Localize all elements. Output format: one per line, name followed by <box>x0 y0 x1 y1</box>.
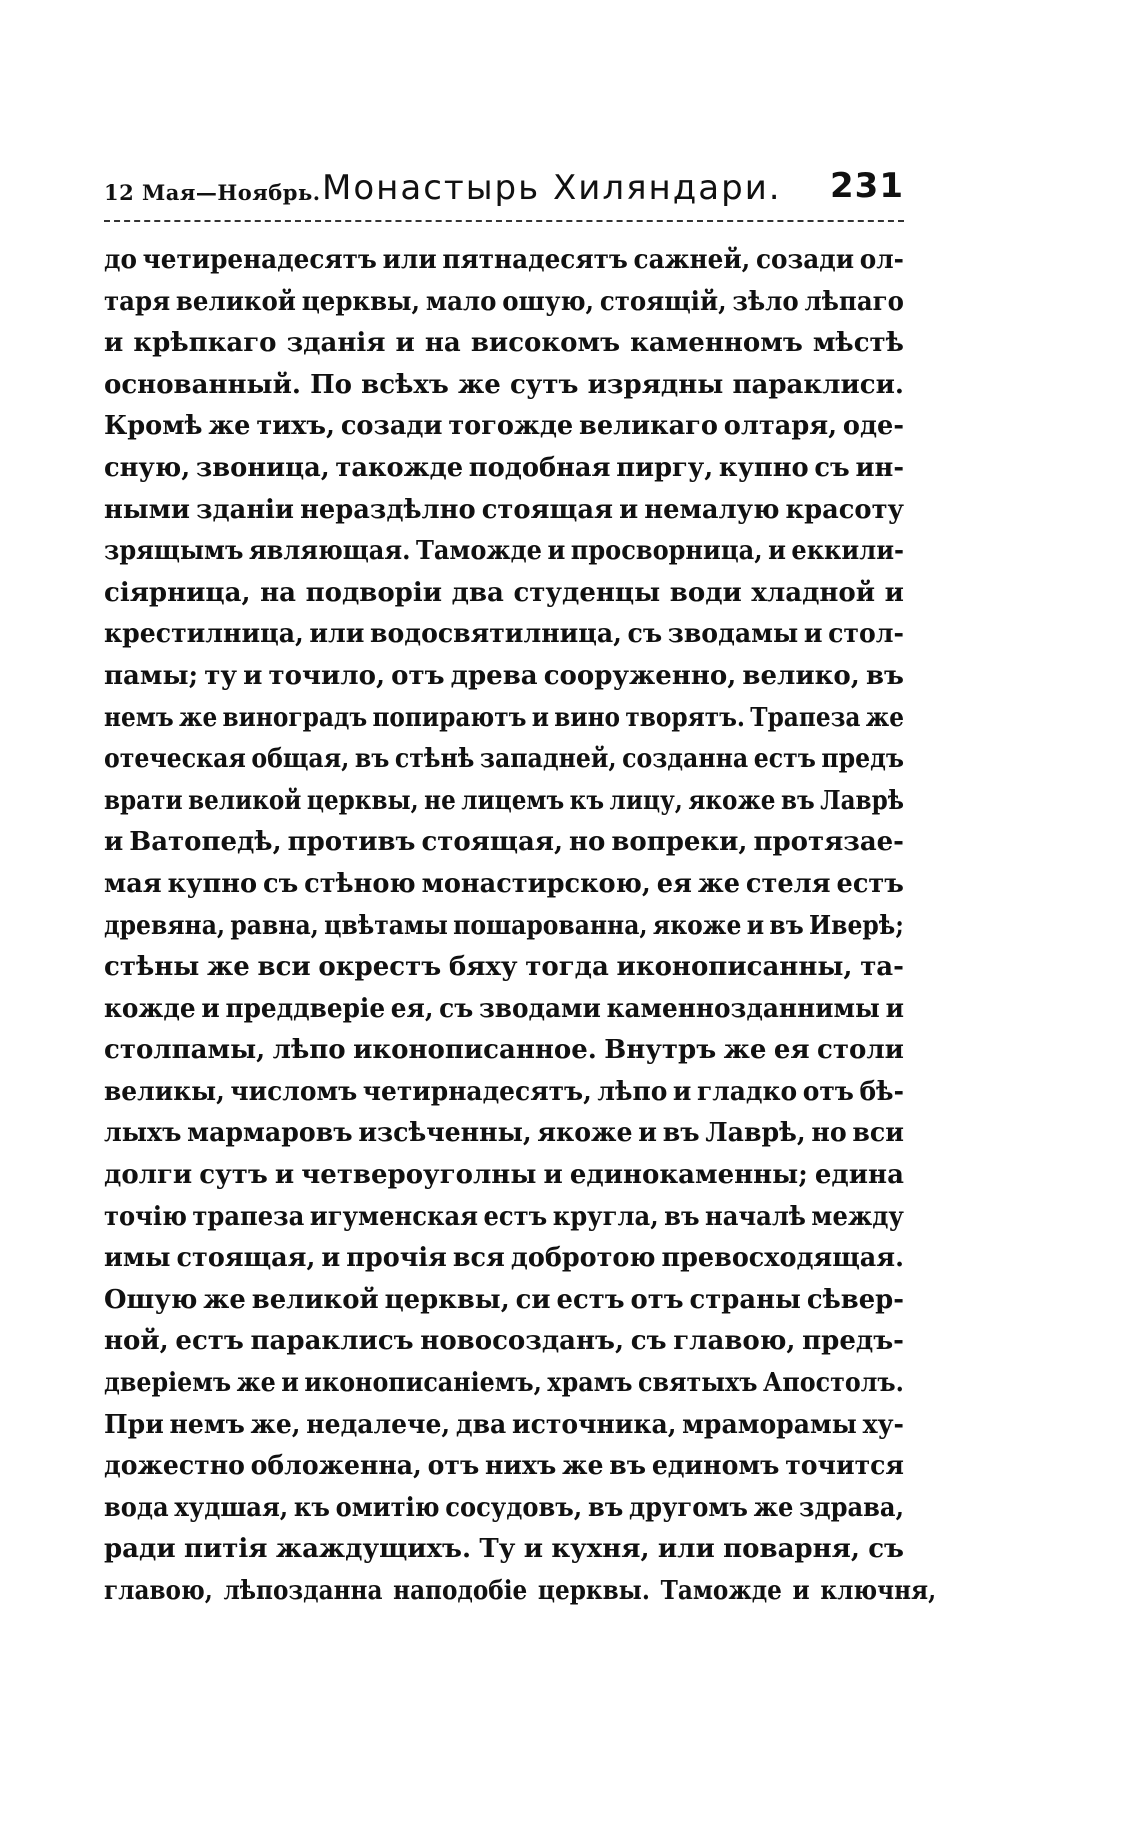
running-date: 12 Мая—Ноябрь. <box>104 180 321 205</box>
header-rule <box>104 220 904 222</box>
text-line: ради питія жаждущихъ. Ту и кухня, или поварня, съ <box>104 1534 904 1565</box>
text-line: Кромѣ же тихъ, созади тогожде великаго олтаря, оде- <box>104 411 904 442</box>
text-line: ными зданіи нераздѣлно стоящая и немалую красоту <box>104 494 904 525</box>
text-line: главою, лѣпозданна наподобіе церквы. Тамождe и ключня, <box>104 1576 937 1606</box>
text-line: и крѣпкаго зданія и на високомъ каменномъ мѣстѣ <box>104 328 904 359</box>
text-line: вода худшая, къ омитію сосудовъ, въ другомъ же здрава, <box>104 1492 904 1523</box>
text-line: великы, числомъ четирнадесятъ, лѣпо и гладко отъ бѣ- <box>104 1076 904 1107</box>
text-line: крестилница, или водосвятилница, съ зводамы и стол- <box>104 619 904 650</box>
running-title: Монастырь Хиляндари. <box>322 168 782 208</box>
text-line: лыхъ мармаровъ изсѣченны, якоже и въ Лаврѣ, но вси <box>104 1118 904 1149</box>
text-line: памы; ту и точило, отъ древа сооруженно, велико, въ <box>104 660 904 691</box>
text-line: дверіемъ же и иконописаніемъ, храмъ святыхъ Апостолъ. <box>104 1368 904 1399</box>
text-line: сіярница, на подворіи два студенцы води хладной и <box>104 577 904 608</box>
text-line: основанный. По всѣхъ же сутъ изрядны параклиси. <box>104 369 904 400</box>
text-line: стѣны же вси окрестъ бяху тогда иконописанны, та- <box>104 952 904 983</box>
text-line: отеческая общая, въ стѣнѣ западней, созданна естъ предъ <box>104 744 904 775</box>
text-line: зрящымъ являющая. Тамождe и просворница, и еккили- <box>104 536 905 567</box>
text-line: кожде и преддверіе ея, съ зводами каменнозданнимы и <box>104 993 904 1024</box>
text-line: древяна, равна, цвѣтамы пошарованна, якоже и въ Иверѣ; <box>104 910 904 941</box>
text-line: таря великой церквы, мало ошую, стоящій, зѣло лѣпаго <box>104 286 904 317</box>
text-line: имы стоящая, и прочія вся добротою превосходящая. <box>104 1243 904 1274</box>
text-line: мая купно съ стѣною монастирскою, ея же стеля естъ <box>104 868 904 899</box>
text-line: точію трапеза игуменская естъ кругла, въ началѣ между <box>104 1201 904 1232</box>
text-line: При немъ же, недалече, два источника, мраморамы ху- <box>104 1409 904 1440</box>
text-line: и Ватопедѣ, противъ стоящая, но вопреки, протязае- <box>104 827 904 858</box>
text-line: дожестно обложенна, отъ нихъ же въ единомъ точится <box>104 1451 904 1482</box>
text-line: сную, звоница, такожде подобная пиргу, купно съ ин- <box>104 452 905 483</box>
running-header <box>104 168 904 228</box>
text-line: Ошую же великой церквы, си естъ отъ страны сѣвер- <box>104 1284 904 1315</box>
text-line: врати великой церквы, не лицемъ къ лицу, якоже въ Лаврѣ <box>104 785 904 816</box>
text-line: столпамы, лѣпо иконописанное. Внутръ же ея столи <box>104 1035 904 1066</box>
text-line: до четиренадесятъ или пятнадесятъ сажней, созади ол- <box>104 245 904 275</box>
text-line: немъ же виноградъ попираютъ и вино творятъ. Трапеза же <box>104 702 904 733</box>
text-line: долги сутъ и четвероуголны и единокаменны; едина <box>104 1160 904 1191</box>
text-line: ной, естъ параклисъ новосозданъ, съ главою, предъ- <box>104 1326 904 1357</box>
page-number: 231 <box>830 166 904 206</box>
body-text <box>104 240 937 1613</box>
